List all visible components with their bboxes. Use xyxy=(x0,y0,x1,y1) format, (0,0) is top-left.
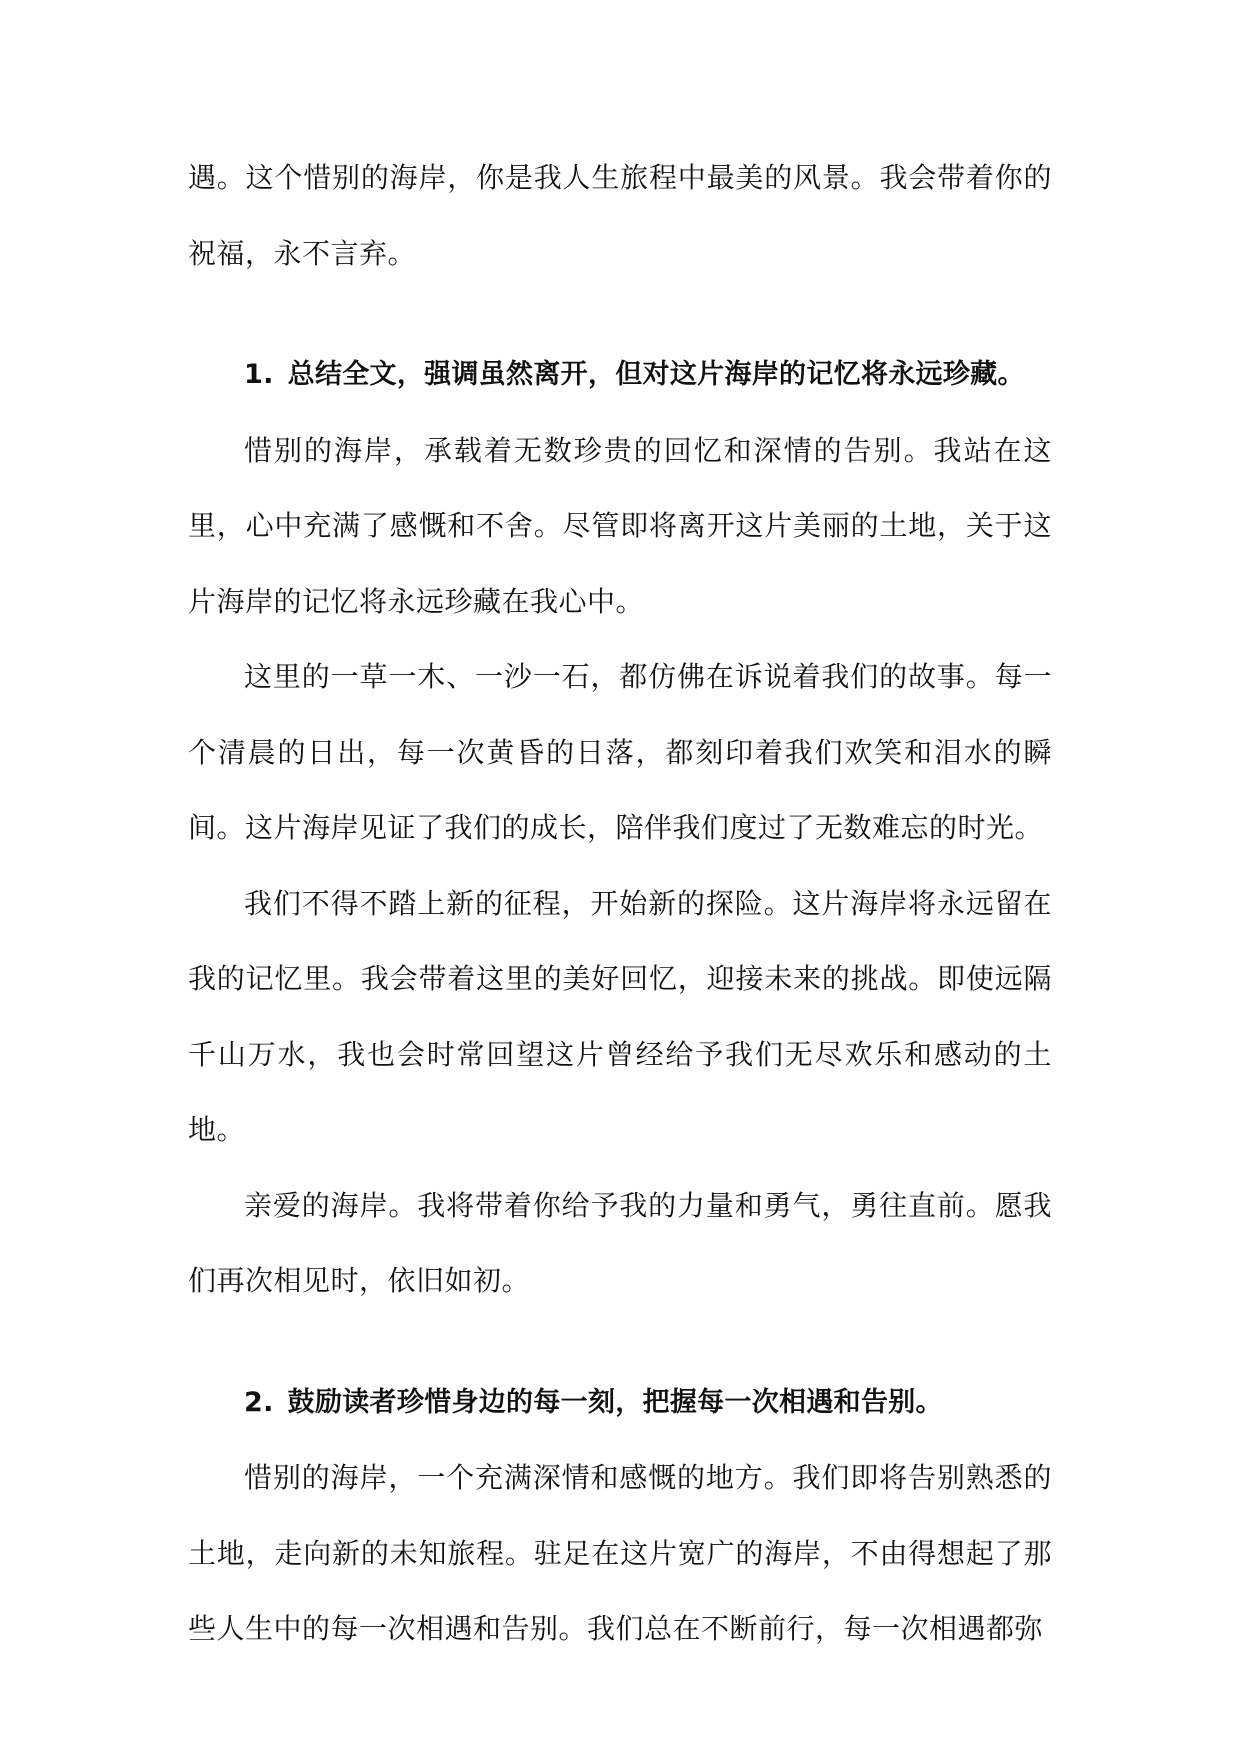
document-body xyxy=(188,140,1052,1667)
section-number-2: 2. xyxy=(244,1386,274,1418)
section-number-1: 1. xyxy=(244,359,274,390)
section-heading-1 xyxy=(188,337,1052,413)
section-heading-2 xyxy=(188,1365,1052,1441)
paragraph: 我们不得不踏上新的征程，开始新的探险。这片海岸将永远留在我的记忆里。我会带着这里的美好回忆，迎接未来的挑战。即使远隔千山万水，我也会时常回望这片曾经给予我们无尽欢乐和感动的土地。 xyxy=(188,886,1052,1146)
paragraph: 这里的一草一木、一沙一石，都仿佛在诉说着我们的故事。每一个清晨的日出，每一次黄昏的日落，都刻印着我们欢笑和泪水的瞬间。这片海岸见证了我们的成长，陪伴我们度过了无数难忘的时光。 xyxy=(188,660,1052,844)
paragraph: 惜别的海岸，承载着无数珍贵的回忆和深情的告别。我站在这里，心中充满了感慨和不舍。尽管即将离开这片美丽的土地，关于这片海岸的记忆将永远珍藏在我心中。 xyxy=(188,433,1052,618)
continuation-paragraph: 遇。这个惜别的海岸，你是我人生旅程中最美的风景。我会带着你的祝福，永不言弃。 xyxy=(188,161,1052,270)
section-title-1: 总结全文，强调虽然离开，但对这片海岸的记忆将永远珍藏。 xyxy=(287,359,1025,390)
paragraph: 惜别的海岸，一个充满深情和感慨的地方。我们即将告别熟悉的土地，走向新的未知旅程。驻足在这片宽广的海岸，不由得想起了那些人生中的每一次相遇和告别。我们总在不断前行，每一次相遇都弥 xyxy=(188,1461,1052,1645)
section-title-2: 鼓励读者珍惜身边的每一刻，把握每一次相遇和告别。 xyxy=(287,1386,943,1418)
paragraph: 亲爱的海岸。我将带着你给予我的力量和勇气，勇往直前。愿我们再次相见时，依旧如初。 xyxy=(188,1188,1052,1297)
